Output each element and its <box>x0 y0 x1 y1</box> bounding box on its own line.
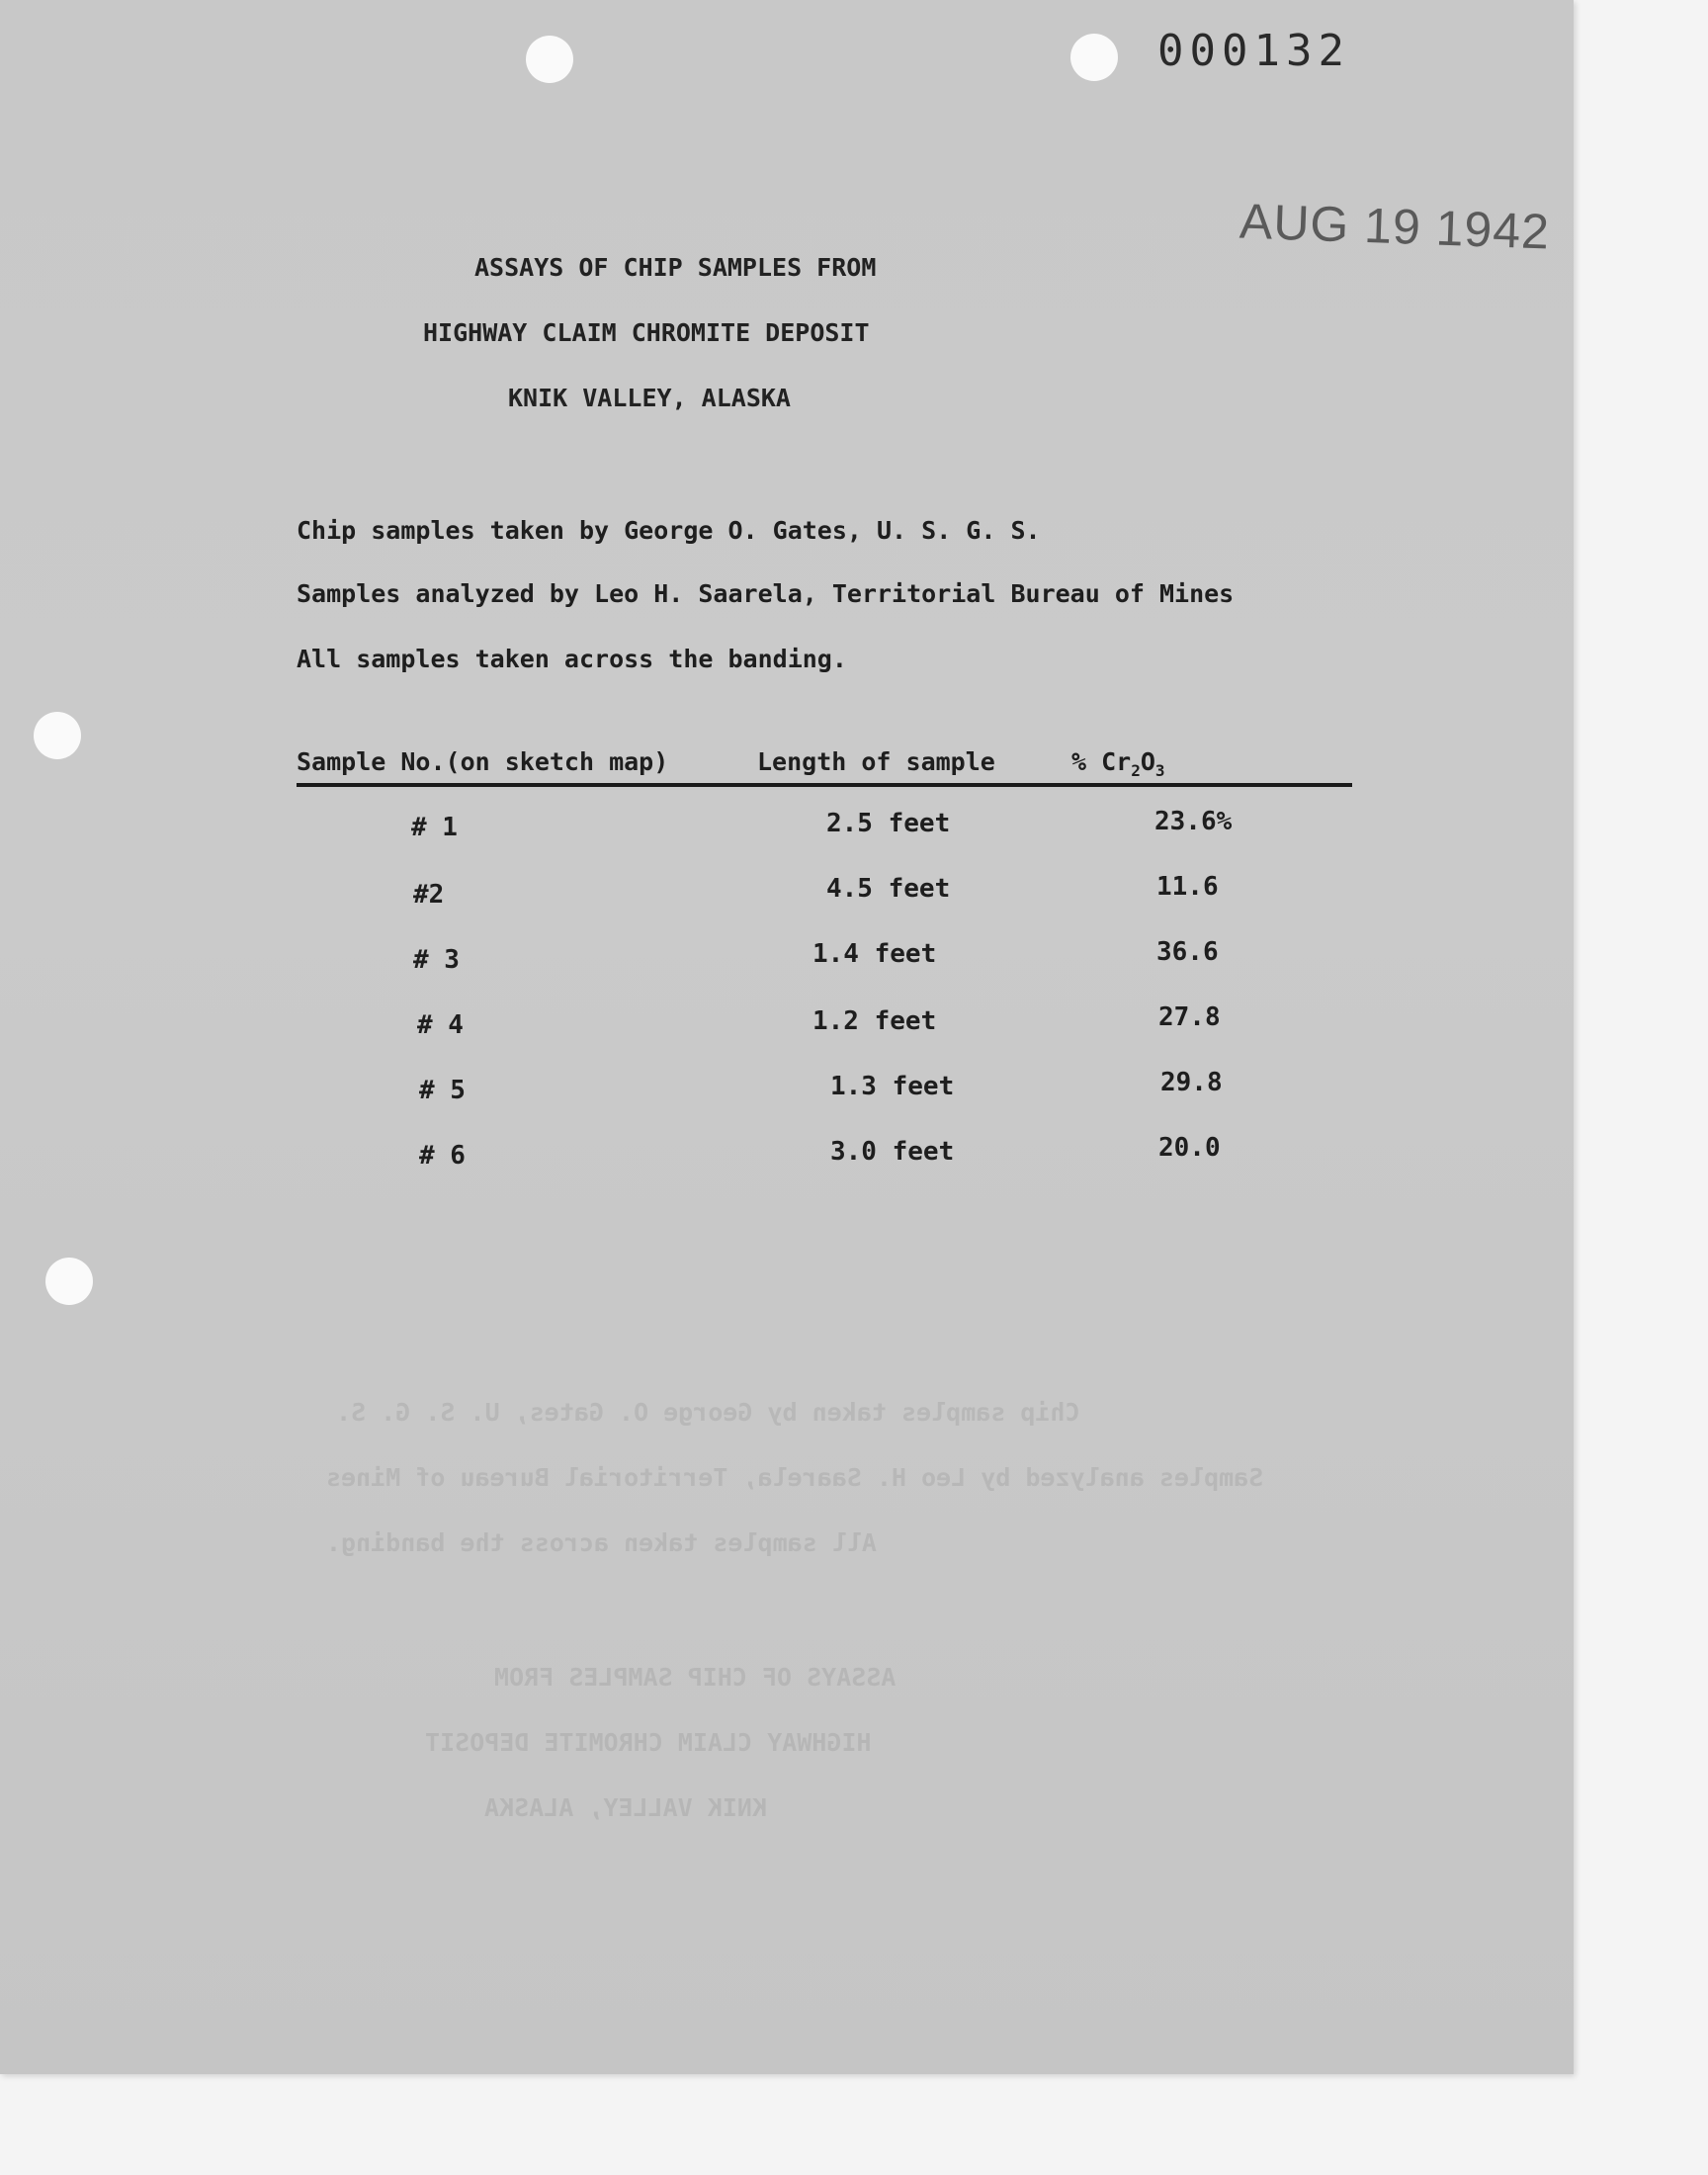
header-pct-sub2: 3 <box>1154 761 1165 780</box>
intro-line-banding: All samples taken across the banding. <box>297 645 847 673</box>
bleed-through-title-1: ASSAYS OF CHIP SAMPLES FROM <box>494 1663 897 1692</box>
punch-hole-top-left <box>526 36 573 83</box>
bleed-through-title-3: KNIK VALLEY, ALASKA <box>484 1793 767 1822</box>
title-line-1: ASSAYS OF CHIP SAMPLES FROM <box>474 253 877 282</box>
punch-hole-left-upper <box>34 712 81 759</box>
intro-line-analyst: Samples analyzed by Leo H. Saarela, Territorial Bureau of Mines <box>297 579 1235 608</box>
row-4-length: 1.2 feet <box>812 1006 937 1036</box>
header-sample-no: Sample No.(on sketch map) <box>297 747 669 776</box>
header-pct-prefix: % Cr <box>1071 747 1132 776</box>
row-5-pct: 29.8 <box>1160 1068 1223 1097</box>
row-3-sample: # 3 <box>413 945 460 975</box>
header-length: Length of sample <box>757 747 995 776</box>
row-5-sample: # 5 <box>419 1076 466 1105</box>
row-2-length: 4.5 feet <box>826 874 951 904</box>
row-2-sample: #2 <box>413 880 445 910</box>
row-6-pct: 20.0 <box>1158 1133 1221 1163</box>
intro-line-collector: Chip samples taken by George O. Gates, U. S. G. S. <box>297 516 1041 545</box>
bleed-through-line-3: All samples taken across the banding. <box>326 1528 877 1557</box>
header-percent-cr2o3 <box>1071 747 1165 780</box>
bleed-through-title-2: HIGHWAY CLAIM CHROMITE DEPOSIT <box>425 1728 872 1757</box>
table-header <box>297 743 1352 787</box>
row-6-sample: # 6 <box>419 1141 466 1171</box>
bleed-through-line-2: Samples analyzed by Leo H. Saarela, Territorial Bureau of Mines <box>326 1463 1264 1492</box>
header-pct-mid: O <box>1140 747 1155 776</box>
row-3-pct: 36.6 <box>1156 937 1219 967</box>
punch-hole-left-lower <box>45 1258 93 1305</box>
document-number: 000132 <box>1157 26 1350 76</box>
row-1-pct: 23.6% <box>1154 807 1233 836</box>
row-3-length: 1.4 feet <box>812 939 937 969</box>
header-pct-sub1: 2 <box>1131 761 1141 780</box>
title-line-2: HIGHWAY CLAIM CHROMITE DEPOSIT <box>423 318 870 347</box>
punch-hole-top-right <box>1070 34 1118 81</box>
bleed-through-line-1: Chip samples taken by George O. Gates, U. S. G. S. <box>336 1398 1080 1427</box>
row-1-length: 2.5 feet <box>826 809 951 838</box>
title-line-3: KNIK VALLEY, ALASKA <box>508 384 791 412</box>
row-1-sample: # 1 <box>411 813 458 842</box>
date-stamp: AUG 19 1942 <box>1238 193 1551 260</box>
row-4-sample: # 4 <box>417 1010 464 1040</box>
row-5-length: 1.3 feet <box>830 1072 955 1101</box>
row-4-pct: 27.8 <box>1158 1002 1221 1032</box>
row-6-length: 3.0 feet <box>830 1137 955 1167</box>
row-2-pct: 11.6 <box>1156 872 1219 902</box>
